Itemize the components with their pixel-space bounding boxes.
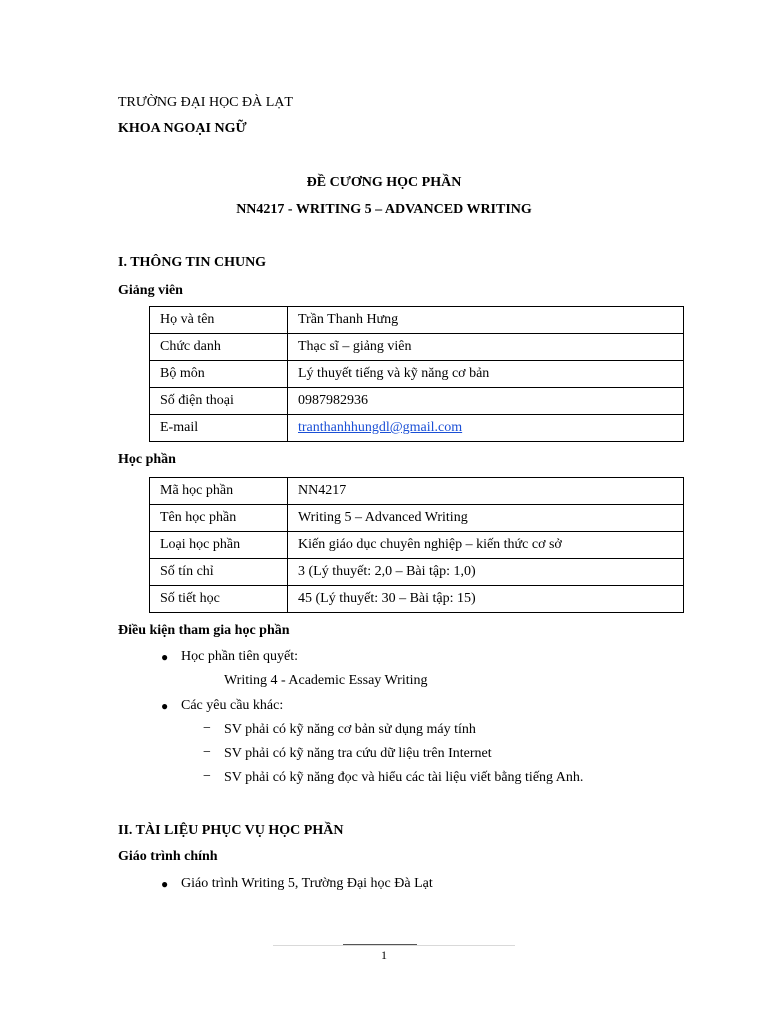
section-1-heading: I. THÔNG TIN CHUNG xyxy=(118,255,267,270)
dash-icon: − xyxy=(203,745,211,760)
course-title: NN4217 - WRITING 5 – ADVANCED WRITING xyxy=(236,202,532,217)
requirement-item: SV phải có kỹ năng cơ bản sử dụng máy tính xyxy=(224,722,476,737)
page-number: 1 xyxy=(381,948,387,962)
table-row xyxy=(150,415,684,442)
bullet-icon: ● xyxy=(161,650,169,664)
course-credits-label: Số tín chỉ xyxy=(150,559,288,586)
textbook-item: Giáo trình Writing 5, Trường Đại học Đà Lạt xyxy=(181,876,433,891)
bullet-icon: ● xyxy=(161,877,169,891)
university-name: TRƯỜNG ĐẠI HỌC ĐÀ LẠT xyxy=(118,95,293,110)
prerequisite-value: Writing 4 - Academic Essay Writing xyxy=(224,673,428,688)
lecturer-email-link[interactable]: tranthanhhungdl@gmail.com xyxy=(298,420,463,435)
lecturer-name-label: Họ và tên xyxy=(150,307,288,334)
bullet-icon: ● xyxy=(161,699,169,713)
prerequisite-label: Học phần tiên quyết: xyxy=(181,649,299,664)
lecturer-phone-value: 0987982936 xyxy=(288,388,684,415)
course-code-value: NN4217 xyxy=(288,478,684,505)
course-code-label: Mã học phần xyxy=(150,478,288,505)
table-row xyxy=(150,586,684,613)
table-row xyxy=(150,361,684,388)
lecturer-heading: Giảng viên xyxy=(118,283,183,298)
course-periods-label: Số tiết học xyxy=(150,586,288,613)
table-row xyxy=(150,559,684,586)
table-row xyxy=(150,388,684,415)
requirement-item: SV phải có kỹ năng tra cứu dữ liệu trên Internet xyxy=(224,746,492,761)
section-2-heading: II. TÀI LIỆU PHỤC VỤ HỌC PHẦN xyxy=(118,823,344,838)
lecturer-name-value: Trần Thanh Hưng xyxy=(288,307,684,334)
course-table xyxy=(149,477,684,613)
table-row xyxy=(150,307,684,334)
lecturer-email-label: E-mail xyxy=(150,415,288,442)
dash-icon: − xyxy=(203,721,211,736)
table-row xyxy=(150,505,684,532)
lecturer-title-value: Thạc sĩ – giảng viên xyxy=(288,334,684,361)
dash-icon: − xyxy=(203,769,211,784)
faculty-name: KHOA NGOẠI NGỮ xyxy=(118,121,247,136)
course-credits-value: 3 (Lý thuyết: 2,0 – Bài tập: 1,0) xyxy=(288,559,684,586)
table-row xyxy=(150,334,684,361)
main-textbook-heading: Giáo trình chính xyxy=(118,849,218,864)
lecturer-email-cell xyxy=(288,415,684,442)
course-periods-value: 45 (Lý thuyết: 30 – Bài tập: 15) xyxy=(288,586,684,613)
course-heading: Học phần xyxy=(118,452,176,467)
lecturer-department-value: Lý thuyết tiếng và kỹ năng cơ bản xyxy=(288,361,684,388)
table-row xyxy=(150,478,684,505)
table-row xyxy=(150,532,684,559)
course-name-value: Writing 5 – Advanced Writing xyxy=(288,505,684,532)
lecturer-table xyxy=(149,306,684,442)
lecturer-department-label: Bộ môn xyxy=(150,361,288,388)
other-requirements-label: Các yêu cầu khác: xyxy=(181,698,284,713)
footer-divider-accent xyxy=(343,944,417,945)
lecturer-phone-label: Số điện thoại xyxy=(150,388,288,415)
course-type-label: Loại học phần xyxy=(150,532,288,559)
requirement-item: SV phải có kỹ năng đọc và hiểu các tài liệu viết bằng tiếng Anh. xyxy=(224,770,584,785)
course-name-label: Tên học phần xyxy=(150,505,288,532)
lecturer-title-label: Chức danh xyxy=(150,334,288,361)
course-type-value: Kiến giáo dục chuyên nghiệp – kiến thức cơ sở xyxy=(288,532,684,559)
document-title: ĐỀ CƯƠNG HỌC PHẦN xyxy=(306,175,462,190)
conditions-heading: Điều kiện tham gia học phần xyxy=(118,623,290,638)
